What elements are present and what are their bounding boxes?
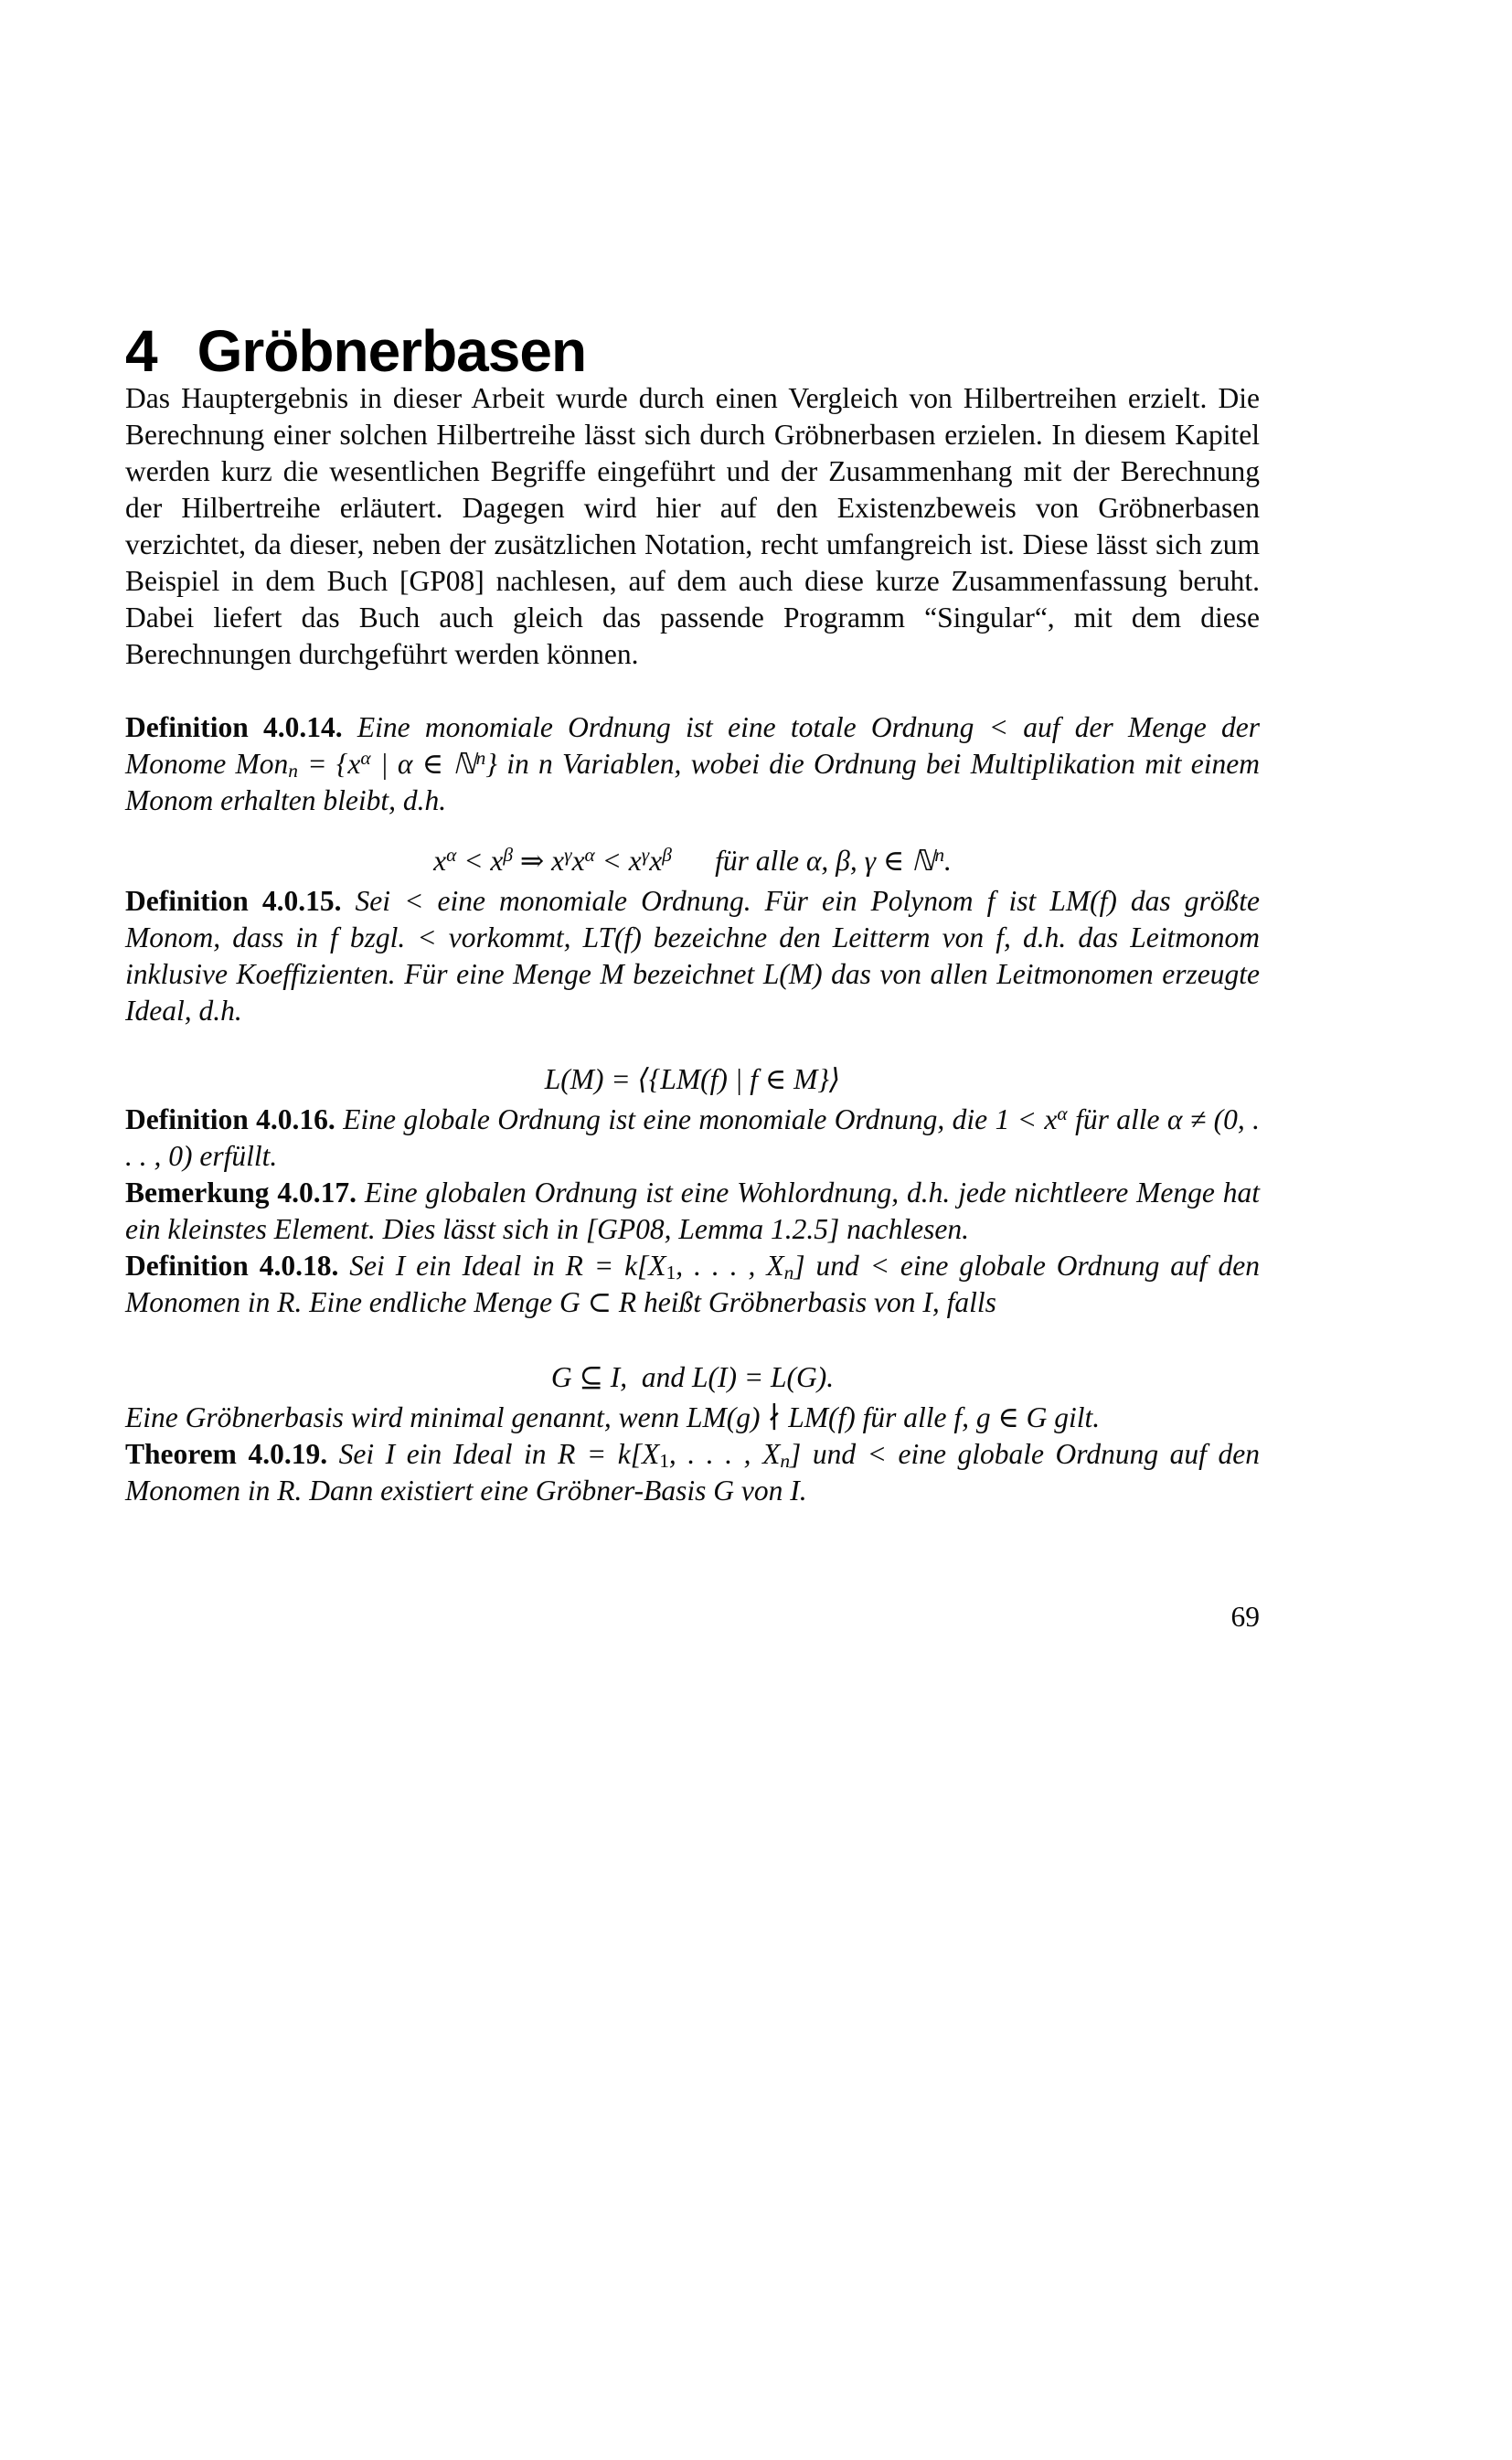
- intro-paragraph: Das Hauptergebnis in dieser Arbeit wurde durch einen Vergleich von Hilbertreihen erzielt. Die Berechnung einer solchen Hilbertreihe lässt sich durch Gröbnerbasen erzielen. In diesem Kapitel werden kurz die wesentlichen Begriffe eingeführt und der Zusammenhang mit der Berechnung der Hilbertreihe erläutert. Dagegen wird hier auf den Existenzbeweis von Gröbnerbasen verzichtet, da dieser, neben der zusätzlichen Notation, recht umfangreich ist. Diese lässt sich zum Beispiel in dem Buch [GP08] nachlesen, auf dem auch diese kurze Zusammenfassung beruht. Dabei liefert das Buch auch gleich das passende Programm “Singular“, mit dem diese Berechnungen durchgeführt werden können.: [125, 382, 1260, 670]
- formula-groebner-basis: G ⊆ I, and L(I) = L(G).: [550, 1361, 835, 1393]
- document-page: [0, 318, 1512, 2460]
- formula-monomial-order: $x^\alpha < x^\beta$ ⇒ $x^\gamma x^\alpha < x^\gamma x^\beta$ für alle α, β, γ ∈ ℕ$^n$.: [433, 844, 952, 877]
- text-column: [125, 318, 1261, 1635]
- minimal-basis-note: Eine Gröbnerbasis wird minimal genannt, wenn LM(g) ∤ LM(f) für alle f, g ∈ G gilt.: [125, 1401, 1101, 1433]
- definition-4-0-16: Definition 4.0.16. Eine globale Ordnung ist eine monomiale Ordnung, die $1 < x^\alpha$ für alle α ≠ (0, . . . , 0) erfüllt.: [125, 1102, 1260, 1172]
- definition-4-0-15: Definition 4.0.15. Sei < eine monomiale Ordnung. Für ein Polynom f ist LM(f) das größte Monom, dass in f bzgl. < vorkommt, LT(f) bezeichne den Leitterm von f, d.h. das Leitmonom inklusive Koeffizienten. Für eine Menge M bezeichnet L(M) das von allen Leitmonomen erzeugte Ideal, d.h.: [125, 885, 1260, 1027]
- formula-leading-ideal: L(M) = ⟨{LM(f) | f ∈ M}⟩: [544, 1063, 841, 1095]
- remark-4-0-17: Bemerkung 4.0.17. Eine globalen Ordnung ist eine Wohlordnung, d.h. jede nichtleere Menge hat ein kleinstes Element. Dies lässt sich in [GP08, Lemma 1.2.5] nachlesen.: [125, 1177, 1261, 1245]
- chapter-title: Gröbnerbasen: [197, 318, 587, 384]
- chapter-number: 4: [125, 318, 157, 384]
- page-number: 69: [1230, 1601, 1260, 1633]
- chapter-heading: [125, 318, 1260, 384]
- definition-4-0-18: Definition 4.0.18. Sei I ein Ideal in R = k[X1, . . . , Xn] und < eine globale Ordnung auf den Monomen in R. Eine endliche Menge G ⊂ R heißt Gröbnerbasis von I, falls: [125, 1250, 1260, 1318]
- definition-4-0-14: Definition 4.0.14. Eine monomiale Ordnung ist eine totale Ordnung < auf der Menge der Monome Monn = {$x^\alpha$ | α ∈ ℕ$^n$} in n Variablen, wobei die Ordnung bei Multiplikation mit einem Monom erhalten bleibt, d.h.: [125, 711, 1260, 816]
- theorem-4-0-19: Theorem 4.0.19. Sei I ein Ideal in R = k[X1, . . . , Xn] und < eine globale Ordnung auf den Monomen in R. Dann existiert eine Gröbner-Basis G von I.: [125, 1438, 1260, 1507]
